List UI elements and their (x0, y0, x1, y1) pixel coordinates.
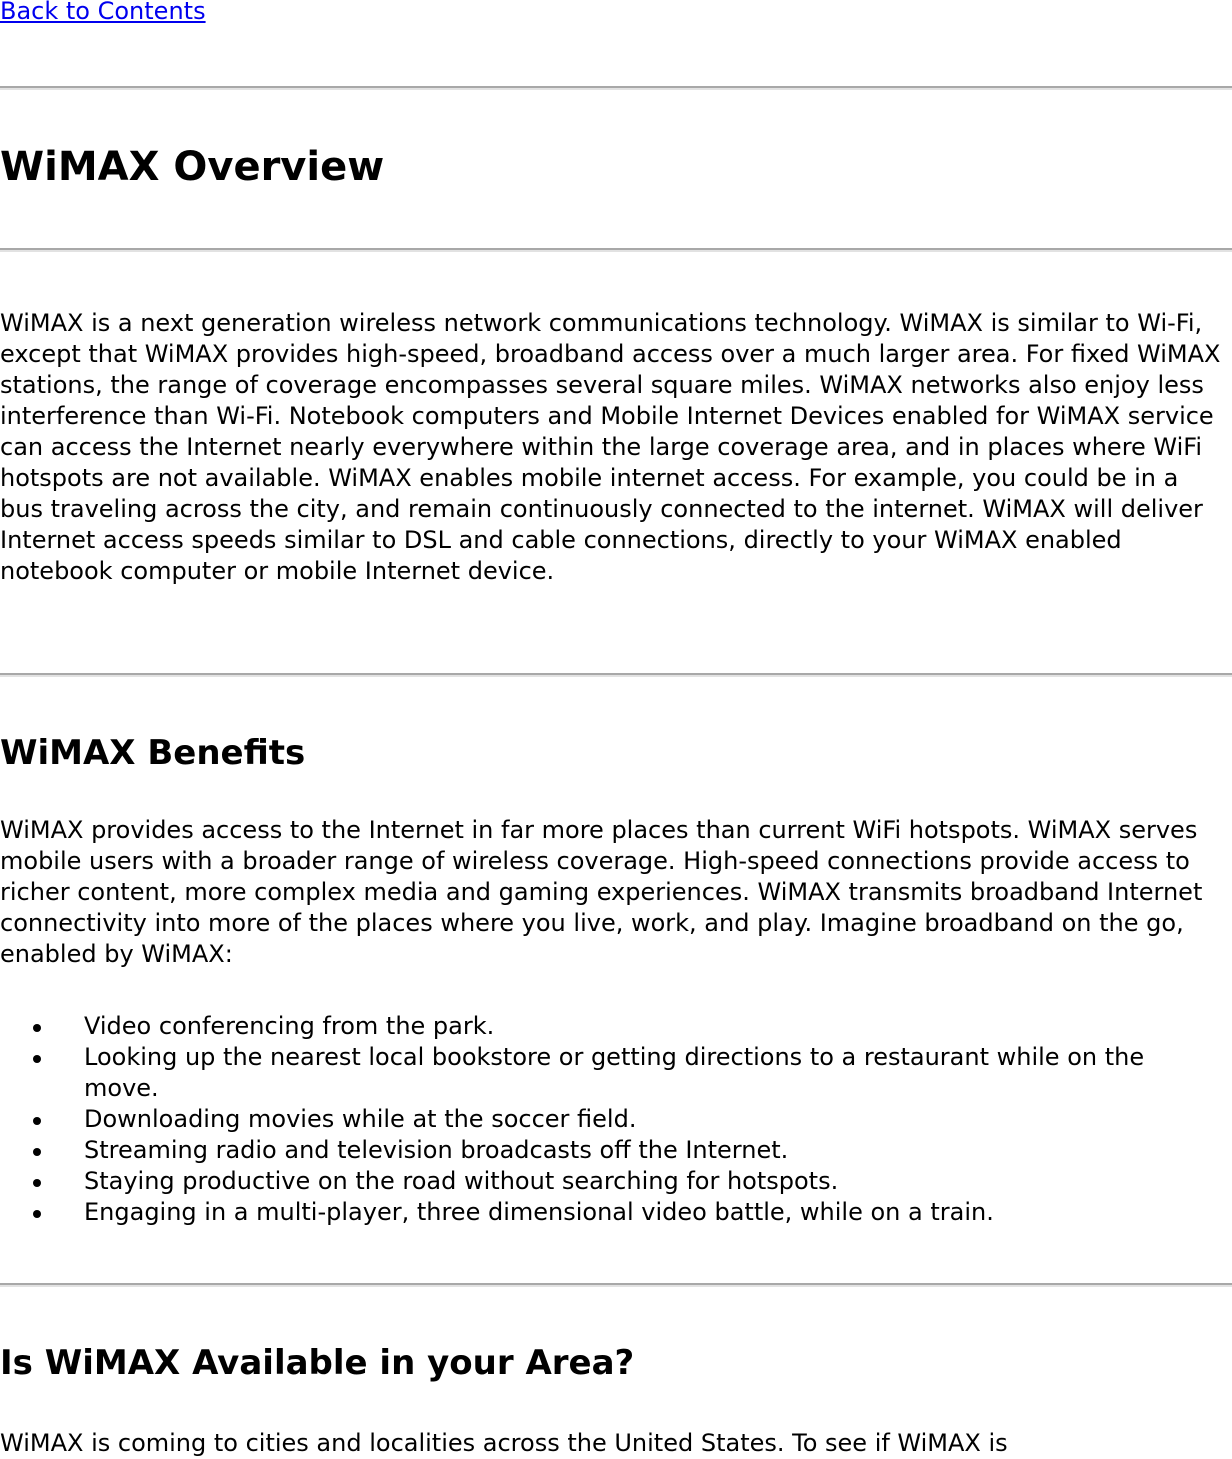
benefits-paragraph: WiMAX provides access to the Internet in far more places than current WiFi hotspots. WiMAX serves mobile users with a broader range of wireless coverage. High-speed connections provide access to richer content, more complex media and gaming experiences. WiMAX transmits broadband Internet connectivity into more of the places where you live, work, and play. Imagine broadband on the go, enabled by WiMAX: (0, 816, 1203, 968)
availability-heading: Is WiMAX Available in your Area? (0, 1343, 635, 1383)
list-item-text: Engaging in a multi-player, three dimensional video battle, while on a train. (84, 1198, 994, 1226)
bullet-icon (33, 1117, 41, 1125)
bullet-icon (33, 1055, 41, 1063)
divider (0, 86, 1232, 90)
list-item-text: Looking up the nearest local bookstore or getting directions to a restaurant while on the move. (84, 1043, 1145, 1102)
list-item (0, 1135, 1204, 1166)
benefits-heading: WiMAX Benefits (0, 733, 306, 773)
list-item (0, 1166, 1204, 1197)
list-item (0, 1042, 1204, 1104)
bullet-icon (33, 1148, 41, 1156)
bullet-icon (33, 1179, 41, 1187)
bullet-icon (33, 1024, 41, 1032)
overview-heading: WiMAX Overview (0, 144, 385, 190)
list-item-text: Video conferencing from the park. (84, 1012, 495, 1040)
list-item-text: Streaming radio and television broadcasts off the Internet. (84, 1136, 789, 1164)
bullet-icon (33, 1210, 41, 1218)
list-item (0, 1104, 1204, 1135)
availability-paragraph: WiMAX is coming to cities and localities across the United States. To see if WiMAX is (0, 1429, 1008, 1457)
benefits-list (0, 1011, 1232, 1228)
back-to-contents-link[interactable]: Back to Contents (0, 0, 206, 25)
list-item-text: Downloading movies while at the soccer field. (84, 1105, 637, 1133)
divider (0, 1283, 1232, 1287)
list-item-text: Staying productive on the road without searching for hotspots. (84, 1167, 839, 1195)
list-item (0, 1197, 1204, 1228)
divider (0, 248, 1232, 252)
list-item (0, 1011, 1204, 1042)
divider (0, 673, 1232, 677)
overview-paragraph: WiMAX is a next generation wireless network communications technology. WiMAX is similar to Wi-Fi, except that WiMAX provides high-speed, broadband access over a much larger area. For fixed WiMAX stations, the range of coverage encompasses several square miles. WiMAX networks also enjoy less interference than Wi-Fi. Notebook computers and Mobile Internet Devices enabled for WiMAX service can access the Internet nearly everywhere within the large coverage area, and in places where WiFi hotspots are not available. WiMAX enables mobile internet access. For example, you could be in a bus traveling across the city, and remain continuously connected to the internet. WiMAX will deliver Internet access speeds similar to DSL and cable connections, directly to your WiMAX enabled notebook computer or mobile Internet device. (0, 309, 1221, 585)
